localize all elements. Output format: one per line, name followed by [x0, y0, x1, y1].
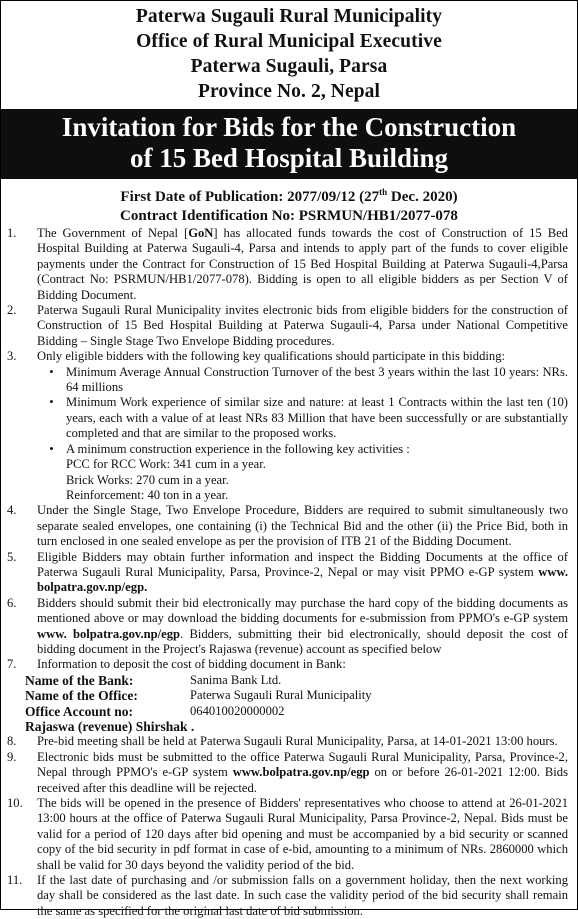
bank-details [25, 673, 568, 735]
qualification-bullet: • A minimum construction experience in the following key activities : PCC for RCC Work: 341 cum in a year. Brick Works: 270 cum in a year. Reinforcement: 40 ton in a year. [37, 442, 568, 504]
activity-line: Reinforcement: 40 ton in a year. [66, 487, 229, 502]
office-name-value: Paterwa Sugauli Rural Municipality [190, 688, 372, 703]
activity-line: Brick Works: 270 cum in a year. [66, 472, 229, 487]
bullet-icon: • [49, 395, 54, 410]
bullet-icon: • [49, 441, 54, 456]
list-item: 3. Only eligible bidders with the following key qualifications should participate in this bidding: • Minimum Average Annual Construction Turnover of the best 3 years within the last 10 years: NRs. 64 millions • Minimum Work experience of similar size and nature: at least 1 Contracts within the last ten (10) years, each with a value of at least NRs 83 Million that have been successfully or are substantially completed and that are similar to the proposed works. • A minimum construction experience in the following key activities : PCC for RCC Work: 341 cum in a year. Brick Works: 270 cum in a year. Reinforcement: 40 ton in a year. [7, 349, 568, 502]
list-item: 11. If the last date of purchasing and /or submission falls on a government holiday, then the next working day shall be considered as the last date. In such case the validity period of the bid security shall remain the same as specified for the original last date of bid submission. [7, 873, 568, 918]
account-label: Office Account no: [25, 703, 133, 719]
notice-header [1, 1, 577, 104]
title-banner [1, 109, 577, 179]
bank-name-value: Sanima Bank Ltd. [190, 672, 282, 687]
rajaswa-shirshak: Rajaswa (revenue) Shirshak . [25, 719, 195, 734]
list-item: 8. Pre-bid meeting shall be held at Paterwa Sugauli Rural Municipality, Parsa, at 14-01-2021 13:00 hours. [7, 734, 558, 749]
header-line-4: Province No. 2, Nepal [197, 81, 381, 102]
title-line-1: Invitation for Bids for the Construction [61, 112, 517, 142]
list-item: 2. Paterwa Sugauli Rural Municipality invites electronic bids from eligible bidders for the construction of Construction of 15 Bed Hospital Building at Paterwa Sugauli-4, Parsa under National Competitive Bidding – Single Stage Two Envelope Bidding procedures. [7, 303, 568, 348]
header-line-1: Paterwa Sugauli Rural Municipality [135, 6, 443, 27]
bank-name-label: Name of the Bank: [25, 672, 134, 688]
list-item: 6. Bidders should submit their bid electronically may purchase the hard copy of the bidding documents as mentioned above or may download the bidding documents for e-submission from PPMO's e-GP system www. bolpatra.gov.np/egp. Bidders, submitting their bid electronically, should deposit the cost of bidding document in the Project's Rajaswa (revenue) account as specified below [7, 595, 568, 656]
list-item: 10. The bids will be opened in the presence of Bidders' representatives who choose to attend at 26-01-2021 13:00 hours at the office of Paterwa Sugauli Rural Municipality, Parsa Province-2, Nepal. Bids must be valid for a period of 120 days after bid opening and must be accompanied by a bid security or scanned copy of the bid security in pdf format in case of e-bid, amounting to a minimum of NRs. 2860000 which shall be valid for 30 days beyond the validity period of the bid. [7, 796, 568, 872]
qualification-bullet: • Minimum Average Annual Construction Turnover of the best 3 years within the last 10 years: NRs. 64 millions [37, 365, 568, 396]
office-name-label: Name of the Office: [25, 688, 138, 704]
publication-date: First Date of Publication: 2077/09/12 (27th Dec. 2020) [120, 187, 458, 205]
list-item: 4. Under the Single Stage, Two Envelope Procedure, Bidders are required to submit simultaneously two separate sealed envelopes, one containing (i) the Technical Bid and the other (ii) the Price Bid, both in turn enclosed in one sealed envelope as per the provision of ITB 21 of the Bidding Document. [7, 503, 568, 549]
list-item: 7. Information to deposit the cost of bidding document in Bank: [7, 657, 346, 672]
activity-line: PCC for RCC Work: 341 cum in a year. [66, 457, 266, 472]
contract-id: Contract Identification No: PSRMUN/HB1/2077-078 [120, 208, 458, 224]
bullet-icon: • [49, 364, 54, 379]
qualification-bullet: • Minimum Work experience of similar size and nature: at least 1 Contracts within the last ten (10) years, each with a value of at least NRs 83 Million that have been successfully or are substantially completed and that are similar to the proposed works. [37, 395, 568, 441]
account-value: 064010020000002 [190, 703, 285, 718]
title-line-2: of 15 Bed Hospital Building [129, 143, 449, 173]
list-item: 5. Eligible Bidders may obtain further information and inspect the Bidding Documents at the office of Paterwa Sugauli Rural Municipality, Parsa, Province-2, Nepal or may visit PPMO e-GP system www. bolpatra.gov.np/egp. [7, 549, 568, 595]
list-item: 9. Electronic bids must be submitted to the office Paterwa Sugauli Rural Municipality, Parsa, Province-2, Nepal through PPMO's e-GP system www.bolpatra.gov.np/egp on or before 26-01-2021 12:00. Bids received after this deadline will be rejected. [7, 749, 568, 795]
notice-body [1, 226, 577, 919]
publication-info [1, 183, 577, 226]
header-line-2: Office of Rural Municipal Executive [136, 31, 442, 52]
list-item: 1. The Government of Nepal [GoN] has allocated funds towards the cost of Construction of 15 Bed Hospital Building at Paterwa Sugauli-4, Parsa and intends to apply part of the funds to cover eligible payments under the Contract for Construction of 15 Bed Hospital Building at Paterwa Sugauli-4,Parsa (Contract No: PSRMUN/HB1/2077-078). Bidding is open to all eligible bidders as per Section V of Bidding Document. [7, 226, 568, 302]
header-line-3: Paterwa Sugauli, Parsa [190, 56, 388, 77]
